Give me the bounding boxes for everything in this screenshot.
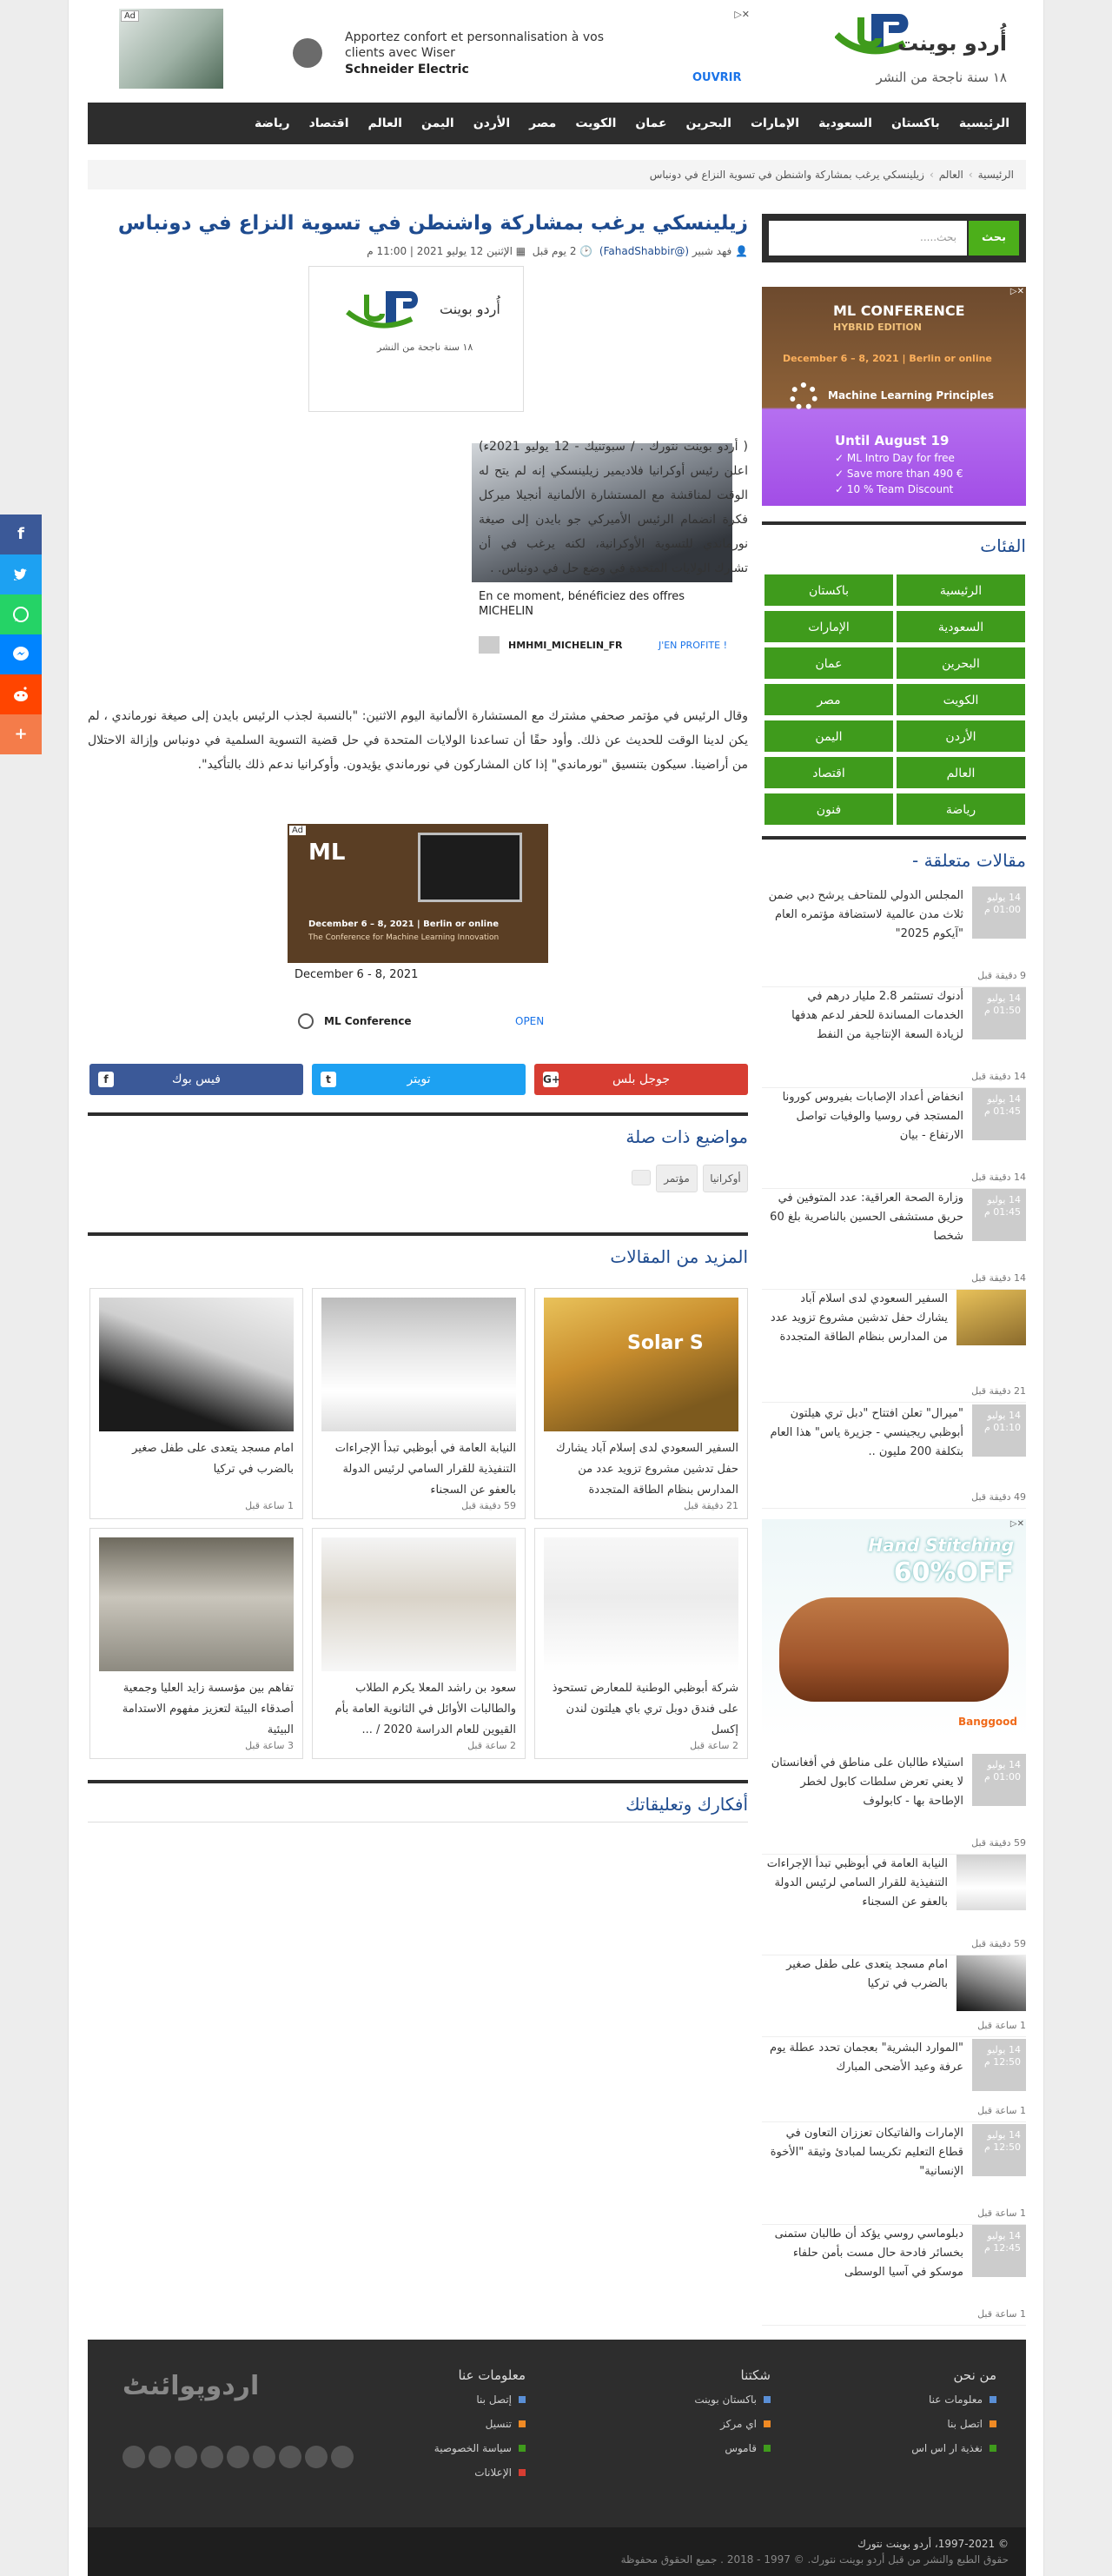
related-date: 14 يوليو — [987, 1194, 1021, 1205]
related-title: المجلس الدولي للمتاحف يرشح دبي ضمن ثلاث مدن عالمية لاستضافة مؤتمره العام "آيكوم 2025" — [768, 889, 963, 940]
related-title: دبلوماسي روسي يؤكد أن طالبان ستمنى بخسائر فادحة حال مست بأمن حلفاء موسكو في آسيا الوسطى — [774, 2227, 963, 2279]
related-date: 14 يوليو — [987, 2230, 1021, 2241]
copyright-bar — [88, 2527, 1026, 2576]
sidebar-ml-ad-benefit-1: ✓ ML Intro Day for free — [835, 452, 955, 464]
tag-empty[interactable] — [632, 1170, 651, 1185]
inline-ad-cta[interactable]: J'EN PROFITE ! — [658, 640, 727, 651]
copyright-text: © 1997-2021، أردو بوينت نتورك — [857, 2538, 1009, 2550]
related-date: 14 يوليو — [987, 1759, 1021, 1770]
ml-ad-logo-icon: ML — [308, 840, 346, 866]
article-card-time: 21 دقيقة قبل — [684, 1500, 738, 1511]
article-card-image — [321, 1298, 516, 1431]
related-title: امام مسجد يتعدى على طفل صغير بالضرب في تركيا — [786, 1958, 948, 1990]
related-item[interactable] — [762, 886, 1026, 987]
inline-ad-brand: HMHMI_MICHELIN_FR — [508, 640, 623, 651]
google-plus-icon: G+ — [543, 1073, 560, 1086]
footer-link[interactable]: إتصل بنا — [352, 2393, 526, 2406]
related-item[interactable] — [762, 2225, 1026, 2326]
related-item[interactable] — [762, 1855, 1026, 1955]
article-card[interactable] — [312, 1528, 526, 1759]
related-time: 1 ساعة قبل — [977, 2308, 1026, 2320]
ml-ad-open-button[interactable]: OPEN — [515, 1015, 545, 1027]
related-title: أدنوك تستثمر 2.8 مليار درهم في الخدمات المساندة للحفر لدعم هدفها لزيادة السعة الإنتاجية من النفط — [791, 990, 963, 1041]
sandal-image — [779, 1597, 1009, 1702]
article-ago: 2 يوم قبل — [532, 245, 577, 257]
article-card-image — [99, 1298, 294, 1431]
related-time: 1 ساعة قبل — [977, 2020, 1026, 2031]
comments-title: أفكارك وتعليقاتك — [626, 1794, 748, 1815]
related-title: النيابة العامة في أبوظبي تبدأ الإجراءات التنفيذية للقرار السامي لرئيس الدولة بالعفو عن السجناء — [766, 1857, 948, 1909]
ad-title: Apportez confort et personnalisation à vos clients avec Wiser — [345, 30, 604, 60]
breadcrumb: الرئيسية›العالم›زيلينسكي يرغب بمشاركة واشنطن في تسوية النزاع في دونباس — [88, 160, 1026, 189]
footer-rss-icon[interactable] — [227, 2446, 249, 2468]
related-title: السفير السعودي لدى اسلام آباد يشارك حفل تدشين مشروع تزويد عدد من المدارس بنظام الطاقة المتجددة — [770, 1292, 948, 1344]
share-twitter-button[interactable] — [312, 1064, 526, 1095]
float-messenger-button[interactable] — [0, 634, 42, 674]
related-image — [956, 1290, 1026, 1345]
nav-item-pakistan[interactable]: باكستان — [890, 116, 940, 130]
float-whatsapp-button[interactable] — [0, 594, 42, 634]
ad-open-button[interactable]: OUVRIR — [692, 71, 742, 84]
nav-item-bahrain[interactable]: البحرين — [685, 116, 731, 130]
related-title: "ميرال" تعلن افتتاح "دبل تري هيلتون أبوظبي ريجينسي - جزيرة ياس" هذا العام بتكلفة 200 مليون .. — [770, 1407, 963, 1458]
article-card-title: السفير السعودي لدى إسلام آباد يشارك حفل تدشين مشروع تزويد عدد من المدارس بنظام الطاقة المتجددة — [555, 1442, 738, 1497]
inline-ad-ml-conference[interactable] — [288, 824, 548, 1046]
article-card-time: 59 دقيقة قبل — [461, 1500, 516, 1511]
related-clock: 12:45 م — [983, 2242, 1021, 2254]
sidebar-ml-ad-close-icon[interactable]: ▷✕ — [1009, 287, 1024, 296]
sidebar-ml-ad-dates: December 6 – 8, 2021 | Berlin or online — [783, 353, 992, 364]
related-title: انخفاض أعداد الإصابات بفيروس كورونا المستجد في روسيا والوفيات تواصل الارتفاع - بيان — [782, 1091, 963, 1142]
nav-item-saudi[interactable]: السعودية — [818, 116, 872, 130]
breadcrumb-world[interactable]: العالم — [938, 169, 963, 181]
whatsapp-icon — [11, 605, 30, 624]
related-clock: 01:00 م — [983, 904, 1021, 915]
logo-name: أُردو بوينت — [897, 31, 1007, 56]
related-time: 14 دقيقة قبل — [971, 1272, 1026, 1284]
related-date: 14 يوليو — [987, 2129, 1021, 2141]
category-economy[interactable]: اقتصاد — [764, 756, 894, 789]
related-item[interactable] — [762, 1189, 1026, 1290]
related-date: 14 يوليو — [987, 2044, 1021, 2055]
related-time: 59 دقيقة قبل — [971, 1938, 1026, 1949]
footer-col-info — [352, 2367, 526, 2491]
inline-ad-brand-icon — [479, 636, 500, 654]
article-card-time: 3 ساعة قبل — [245, 1740, 294, 1751]
related-topics-header — [88, 1112, 748, 1147]
footer-link[interactable]: تنسيل — [352, 2418, 526, 2430]
search-box — [762, 214, 1026, 262]
footer-col-title: من نحن — [953, 2367, 996, 2383]
sidebar-ml-ad-principles: Machine Learning Principles — [828, 389, 995, 402]
related-time: 9 دقيقة قبل — [977, 970, 1026, 981]
related-date-badge — [972, 2225, 1026, 2277]
related-time: 1 ساعة قبل — [977, 2105, 1026, 2116]
related-item[interactable] — [762, 2039, 1026, 2122]
article-title: زيلينسكي يرغب بمشاركة واشنطن في تسوية النزاع في دونباس — [117, 212, 748, 235]
article-date: الإثنين 12 يوليو 2021 | 11:00 م — [367, 245, 513, 257]
article-card-time: 2 ساعة قبل — [690, 1740, 738, 1751]
ml-ad-image — [288, 824, 548, 963]
share-facebook-button[interactable] — [89, 1064, 303, 1095]
footer-col-title: شكتنا — [740, 2367, 771, 2383]
related-title: استيلاء طالبان على مناطق في أفغانستان لا يعني تعرض سلطات كابول لخطر الإطاحة بها - كابولوف — [771, 1756, 963, 1808]
logo-tagline: ١٨ سنة ناجحة من النشر — [876, 70, 1007, 85]
ml-ad-brand: ML Conference — [324, 1015, 412, 1027]
footer-email-icon[interactable] — [331, 2446, 354, 2468]
related-item[interactable] — [762, 1404, 1026, 1509]
ml-ad-image-date: December 6 – 8, 2021 | Berlin or online — [308, 920, 499, 929]
categories-title: الفئات — [980, 535, 1026, 556]
footer-google-icon[interactable] — [175, 2446, 197, 2468]
article-card-title: امام مسجد يتعدى على طفل صغير بالضرب في تركيا — [132, 1442, 294, 1476]
twitter-icon — [12, 566, 30, 583]
footer-col-about — [823, 2367, 996, 2466]
ml-ad-globe-icon — [298, 1013, 314, 1029]
ad-globe-icon — [293, 38, 322, 68]
comments-header — [88, 1780, 748, 1815]
float-reddit-button[interactable] — [0, 674, 42, 714]
article-card[interactable] — [534, 1528, 748, 1759]
nav-item-jordan[interactable]: الأردن — [473, 116, 511, 130]
article-author[interactable]: فهد شبير — [692, 245, 732, 257]
ad-brand: Schneider Electric — [345, 63, 469, 76]
nav-item-uae[interactable]: الإمارات — [750, 116, 800, 130]
related-clock: 01:45 م — [983, 1206, 1021, 1218]
breadcrumb-current: زيلينسكي يرغب بمشاركة واشنطن في تسوية النزاع في دونباس — [649, 169, 924, 181]
sidebar-shoe-ad[interactable] — [762, 1519, 1026, 1738]
categories-header — [762, 521, 1026, 556]
related-item[interactable] — [762, 987, 1026, 1088]
related-date-badge — [972, 1754, 1026, 1806]
article-card[interactable] — [312, 1288, 526, 1519]
related-title: وزارة الصحة العراقية: عدد المتوفين في حريق مستشفى الحسين بالناصرية بلغ 60 شخصا — [770, 1192, 963, 1243]
article-meta — [367, 245, 748, 257]
nav-item-home[interactable]: الرئيسية — [958, 116, 1009, 130]
category-arts[interactable]: فنون — [764, 793, 894, 826]
footer-link[interactable]: اي مركز — [597, 2418, 771, 2430]
shoe-ad-close-icon[interactable]: ▷✕ — [1009, 1519, 1024, 1529]
article-card-image — [321, 1537, 516, 1671]
gear-icon — [790, 382, 817, 410]
search-button[interactable]: بحث — [969, 221, 1019, 256]
related-date-badge — [972, 1189, 1026, 1241]
site-logo[interactable] — [833, 9, 1007, 89]
related-clock: 01:50 م — [983, 1005, 1021, 1016]
sidebar-ml-ad[interactable] — [762, 287, 1026, 506]
float-facebook-button[interactable]: f — [0, 515, 42, 554]
ml-ad-label: Ad — [289, 826, 306, 835]
sidebar-ml-ad-brand: ML CONFERENCE — [833, 302, 965, 319]
footer-link[interactable]: الإعلانات — [352, 2466, 526, 2479]
nav-item-sports[interactable]: رياضة — [255, 116, 290, 130]
footer-link[interactable]: باكستان بوينت — [597, 2393, 771, 2406]
related-title: الإمارات والفاتيكان تعززان التعاون في قطاع التعليم تكريسا لمبادئ وثيقة "الأخوة الإنسانية" — [770, 2127, 963, 2178]
category-sports[interactable]: رياضة — [896, 793, 1026, 826]
article-card-image — [544, 1537, 738, 1671]
footer — [88, 2340, 1026, 2527]
float-twitter-button[interactable] — [0, 554, 42, 594]
related-clock: 01:10 م — [983, 1422, 1021, 1433]
footer-youtube-icon[interactable] — [279, 2446, 301, 2468]
sidebar-ml-ad-benefit-3: ✓ 10 % Team Discount — [835, 483, 954, 495]
footer-twitter-icon[interactable] — [149, 2446, 171, 2468]
footer-linkedin-icon[interactable] — [253, 2446, 275, 2468]
category-home[interactable]: الرئيسية — [896, 574, 1026, 607]
article-card[interactable] — [89, 1528, 303, 1759]
more-articles-title: المزيد من المقالات — [610, 1246, 748, 1267]
article-card[interactable] — [534, 1288, 748, 1519]
related-date-badge — [972, 2039, 1026, 2091]
share-google-label: جوجل بلس — [612, 1072, 670, 1086]
related-item[interactable] — [762, 1754, 1026, 1855]
related-articles-title: مقالات متعلقة - — [912, 850, 1026, 871]
article-paragraph-1: ( أردو بوينت نتورك . / سبوتنيك - 12 يوليو 2021ء) اعلن رئيس أوكرانيا فلاديمير زيلينسكي إنه لم يتح له الوقت لمناقشة مع المستشارة الألمانية أنجيلا ميركل فكرة انضمام الرئيس الأميركي جو بايدن إلى صيغة نورماندي للتسوية الأوكرانية، لكنه يرغب في أن تشارك الولايات المتحدة في وضع حل في دونباس. . — [479, 440, 748, 575]
shoe-ad-brand: Banggood — [957, 1716, 1017, 1728]
footer-link[interactable]: اتصل بنا — [823, 2418, 996, 2430]
category-uae[interactable]: الإمارات — [764, 610, 894, 643]
related-time: 14 دقيقة قبل — [971, 1071, 1026, 1082]
category-kuwait[interactable]: الكويت — [896, 683, 1026, 716]
footer-link[interactable]: قاموس — [597, 2442, 771, 2454]
related-item[interactable] — [762, 2124, 1026, 2225]
category-pakistan[interactable]: باكستان — [764, 574, 894, 607]
article-logo-image — [308, 266, 524, 412]
ml-ad-date: December 6 - 8, 2021 — [295, 968, 419, 981]
footer-instagram-icon[interactable] — [305, 2446, 328, 2468]
sidebar-ml-ad-until: Until August 19 — [835, 433, 950, 448]
reddit-icon — [11, 685, 30, 704]
related-time: 14 دقيقة قبل — [971, 1172, 1026, 1183]
footer-link[interactable]: سياسة الخصوصية — [352, 2442, 526, 2454]
article-paragraph-2: وقال الرئيس في مؤتمر صحفي مشترك مع المستشارة الألمانية اليوم الاثنين: "بالنسبة لجذب الرئيس بايدن إلى صيغة نورماندي ، لم يكن لدينا الوقت للحديث عن ذلك. وأود حقًا أن تساعدنا الولايات المتحدة في حل قضية التسوية السلمية في دونباس وإزالة الاحتلال من أراضينا. سيكون بتنسيق "نورماندي" إذا كان المشاركون في نورماندي يؤيدون. وأوكرانيا ندعم ذلك بالتأكيد". — [88, 709, 748, 772]
related-date: 14 يوليو — [987, 1093, 1021, 1105]
category-egypt[interactable]: مصر — [764, 683, 894, 716]
footer-col-title: معلومات عنا — [458, 2367, 526, 2383]
category-world[interactable]: العالم — [896, 756, 1026, 789]
article-logo-icon — [309, 267, 525, 413]
related-image — [956, 1855, 1026, 1910]
nav-item-egypt[interactable]: مصر — [529, 116, 557, 130]
messenger-icon — [11, 645, 30, 664]
article-card-title: تفاهم بين مؤسسة زايد العليا وجمعية أصدقاء البيئة لتعزيز مفهوم الاستدامة البيئية — [122, 1682, 294, 1736]
calendar-icon: ▦ — [515, 245, 526, 257]
related-time: 49 دقيقة قبل — [971, 1491, 1026, 1503]
search-input[interactable]: بحث..... — [769, 221, 967, 256]
related-time: 1 ساعة قبل — [977, 2208, 1026, 2219]
nav-item-kuwait[interactable]: الكويت — [575, 116, 617, 130]
category-oman[interactable]: عمان — [764, 647, 894, 680]
related-date-badge — [972, 886, 1026, 939]
article-card-title: سعود بن راشد المعلا يكرم الطلاب والطالبات الأوائل في الثانوية العامة بأم القيوين للعام الدراسة 2020 / ... — [334, 1682, 516, 1736]
footer-facebook-icon[interactable] — [122, 2446, 145, 2468]
related-date-badge — [972, 1404, 1026, 1457]
footer-logo[interactable]: اردوپوائنٹ — [122, 2371, 260, 2401]
top-ad-banner[interactable] — [119, 9, 753, 89]
article-card-image — [544, 1298, 738, 1431]
nav-item-oman[interactable]: عمان — [635, 116, 667, 130]
ml-ad-image-tagline: The Conference for Machine Learning Innovation — [308, 933, 500, 942]
article-card-title: شركة أبوظبي الوطنية للمعارض تستحوذ على فندق دوبل تري باي هيلتون لندن إكسل — [552, 1682, 738, 1736]
category-jordan[interactable]: الأردن — [896, 720, 1026, 753]
ad-close-icon[interactable]: ▷✕ — [734, 9, 750, 20]
related-time: 59 دقيقة قبل — [971, 1837, 1026, 1849]
related-item[interactable] — [762, 1955, 1026, 2037]
nav-item-world[interactable]: العالم — [367, 116, 402, 130]
footer-col-network — [597, 2367, 771, 2466]
page-container — [68, 0, 1044, 2576]
related-clock: 01:45 م — [983, 1105, 1021, 1117]
ml-ad-screen — [418, 833, 522, 902]
sidebar-ml-ad-benefit-2: ✓ Save more than 490 € — [835, 468, 963, 480]
article-card[interactable] — [89, 1288, 303, 1519]
related-image — [956, 1955, 1026, 2011]
share-twitter-label: تويتر — [407, 1072, 431, 1086]
related-item[interactable] — [762, 1088, 1026, 1189]
related-date-badge — [972, 1088, 1026, 1140]
related-title: "الموارد البشرية" بعجمان تحدد عطلة يوم عرفة وعيد الأضحى المبارك — [770, 2042, 963, 2074]
card-image-caption: Solar S — [627, 1332, 704, 1354]
main-nav — [88, 103, 1026, 144]
share-google-button[interactable] — [534, 1064, 748, 1095]
article-card-time: 2 ساعة قبل — [467, 1740, 516, 1751]
shoe-ad-discount: 60%OFF — [893, 1557, 1014, 1588]
article-card-image — [99, 1537, 294, 1671]
clock-icon: 🕑 — [579, 245, 593, 257]
float-more-button[interactable]: + — [0, 714, 42, 754]
footer-pinterest-icon[interactable] — [201, 2446, 223, 2468]
related-clock: 01:00 م — [983, 1771, 1021, 1783]
footer-link[interactable]: معلومات عنا — [823, 2393, 996, 2406]
related-date: 14 يوليو — [987, 892, 1021, 903]
related-date: 14 يوليو — [987, 1410, 1021, 1421]
related-date-badge — [972, 987, 1026, 1039]
author-twitter-link[interactable]: (@FahadShabbir) — [599, 245, 690, 257]
category-bahrain[interactable]: البحرين — [896, 647, 1026, 680]
article-card-time: 1 ساعة قبل — [245, 1500, 294, 1511]
article-card-title: النيابة العامة في أبوظبي تبدأ الإجراءات التنفيذية للقرار السامي لرئيس الدولة بالعفو عن السجناء — [334, 1442, 516, 1497]
facebook-icon: f — [98, 1072, 114, 1087]
more-articles-header — [88, 1232, 748, 1267]
category-yemen[interactable]: اليمن — [764, 720, 894, 753]
rights-text: حقوق الطبع والنشر من قبل أردو بوينت نتورك. © 1997 - 2018 . جميع الحقوق محفوظة — [620, 2553, 1009, 2566]
nav-item-yemen[interactable]: اليمن — [420, 116, 454, 130]
related-date: 14 يوليو — [987, 993, 1021, 1004]
footer-link[interactable]: نغذية ار اس اس — [823, 2442, 996, 2454]
related-topics-title: مواضيع ذات صلة — [626, 1126, 748, 1147]
svg-text:أُردو بوينت: أُردو بوينت — [440, 301, 500, 317]
share-facebook-label: فيس بوك — [172, 1072, 221, 1086]
related-articles-header — [762, 836, 1026, 871]
tag-ukraine[interactable]: أوكرانيا — [703, 1165, 748, 1192]
tag-conference[interactable]: مؤتمر — [656, 1165, 698, 1192]
svg-text:١٨ سنة ناجحة من النشر: ١٨ سنة ناجحة من النشر — [377, 342, 473, 353]
related-clock: 12:50 م — [983, 2141, 1021, 2153]
related-item[interactable] — [762, 1290, 1026, 1403]
breadcrumb-home[interactable]: الرئيسية — [977, 169, 1014, 181]
user-icon: 👤 — [735, 245, 748, 257]
category-saudi[interactable]: السعودية — [896, 610, 1026, 643]
ad-label: Ad — [121, 10, 139, 22]
shoe-ad-title: Hand Stitching — [868, 1535, 1014, 1556]
related-clock: 12:50 م — [983, 2056, 1021, 2068]
twitter-icon: t — [321, 1072, 336, 1087]
sidebar-ml-ad-edition: HYBRID EDITION — [833, 322, 922, 333]
related-date-badge — [972, 2124, 1026, 2176]
nav-item-economy[interactable]: اقتصاد — [308, 116, 349, 130]
inline-ad-title: En ce moment, bénéficiez des offres MICHELIN — [479, 590, 685, 618]
related-time: 21 دقيقة قبل — [971, 1385, 1026, 1397]
